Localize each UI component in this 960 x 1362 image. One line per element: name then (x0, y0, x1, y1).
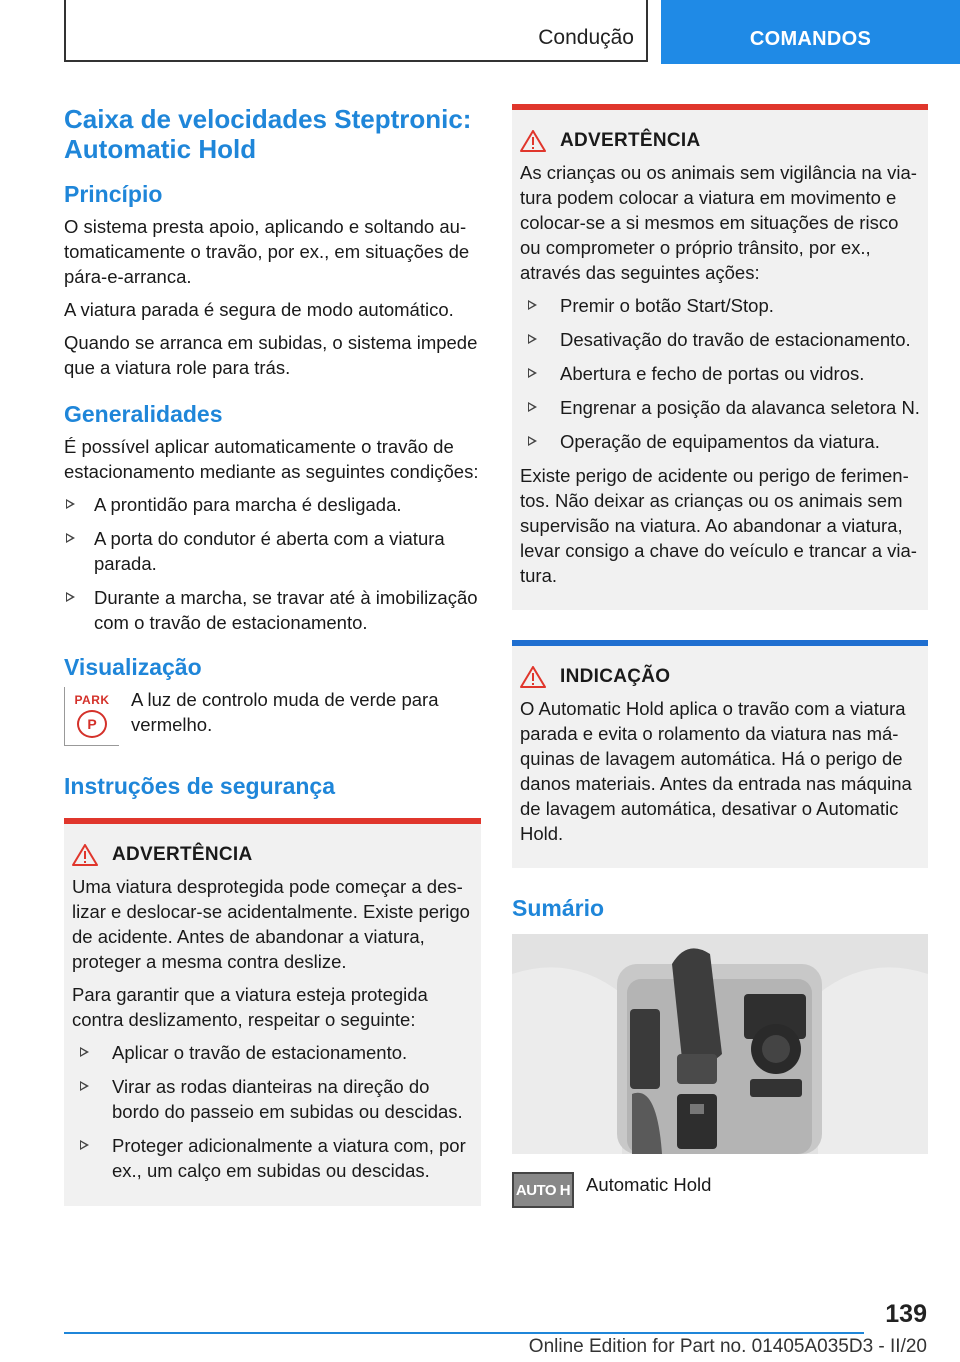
heading-principle: Princípio (64, 181, 163, 207)
list-item: Aplicar o travão de estacionamento. (78, 1040, 473, 1065)
list-item: Abertura e fecho de portas ou vidros. (526, 361, 920, 386)
list-item: Operação de equipamentos da viatura. (526, 429, 920, 454)
page-title-line2: Automatic Hold (64, 134, 257, 164)
center-console-photo (512, 934, 928, 1154)
heading-general: Generalidades (64, 401, 223, 427)
safety-paragraph-1: Uma viatura desprotegida pode começar a deslizar e deslocar-se acidentalmente. Existe perigo de acidente. Antes de abandonar a viatura, proteger a mesma contra deslize. (72, 876, 470, 972)
warning-header (72, 844, 473, 866)
heading-summary: Sumário (512, 895, 605, 921)
principle-paragraph-1: O sistema presta apoio, aplicando e soltando automaticamente o travão, por ex., em situações de pára-e-arranca. (64, 216, 470, 287)
warning-title: ADVERTÊNCIA (560, 130, 701, 151)
auto-hold-caption: Automatic Hold (586, 1174, 712, 1195)
header-section-title: Condução (538, 26, 634, 49)
header-section-box (64, 0, 648, 62)
list-item: Durante a marcha, se travar até à imobilização com o travão de estacionamento. (64, 585, 481, 635)
list-item: Premir o botão Start/Stop. (526, 293, 920, 318)
footer-edition: Online Edition for Part no. 01405A035D3 - II/20 (528, 1336, 927, 1357)
auto-hold-button-icon: AUTO H (512, 1172, 574, 1208)
safety-paragraph-2: Para garantir que a viatura esteja protegida contra deslizamento, respeitar o seguinte: (72, 984, 428, 1030)
triangle-bullet-icon (80, 1140, 89, 1150)
heading-display: Visualização (64, 654, 202, 680)
heading-safety: Instruções de segurança (64, 773, 335, 799)
warning-triangle-icon (520, 130, 546, 152)
list-item: Virar as rodas dianteiras na direção do bordo do passeio em subidas ou descidas. (78, 1074, 473, 1124)
safety-steps-list (72, 1040, 473, 1183)
triangle-bullet-icon (528, 300, 537, 310)
triangle-bullet-icon (528, 334, 537, 344)
note-header (520, 666, 920, 688)
page-title-line1: Caixa de velocidades Steptronic: (64, 104, 472, 134)
warning-header (520, 130, 920, 152)
principle-paragraph-2: A viatura parada é segura de modo automático. (64, 299, 454, 320)
triangle-bullet-icon (528, 368, 537, 378)
note-box (512, 640, 928, 868)
list-item: A prontidão para marcha é desligada. (64, 492, 481, 517)
note-title: INDICAÇÃO (560, 666, 671, 687)
general-intro: É possível aplicar automaticamente o travão de estacionamento mediante as seguintes condições: (64, 436, 479, 482)
principle-paragraph-3: Quando se arranca em subidas, o sistema impede que a viatura role para trás. (64, 332, 478, 378)
warning-paragraph-1: As crianças ou os animais sem vigilância na viatura podem colocar a viatura em movimento e colocar-se a si mesmos em situações de risco ou comprometer o próprio trânsito, por ex., através das seguintes ações: (520, 162, 917, 283)
list-item: Proteger adicionalmente a viatura com, por ex., um calço em subidas ou descidas. (78, 1133, 473, 1183)
note-paragraph: O Automatic Hold aplica o travão com a viatura parada e evita o rolamento da viatura nas máquinas de lavagem automática. Há o perigo de danos materiais. Antes da entrada nas máquina de lavagem automática, desativar o Automatic Hold. (520, 698, 912, 844)
park-indicator-word: PARK (74, 693, 110, 707)
triangle-bullet-icon (80, 1047, 89, 1057)
display-text: A luz de controlo muda de verde para vermelho. (131, 689, 439, 735)
list-item: A porta do condutor é aberta com a viatura parada. (64, 526, 481, 576)
footer-divider (64, 1332, 864, 1334)
header-chapter-tab[interactable]: COMANDOS (661, 0, 960, 64)
safety-warning-box (64, 818, 481, 1206)
warning-actions-list (520, 293, 920, 454)
list-item: Desativação do travão de estacionamento. (526, 327, 920, 352)
park-indicator-icon (64, 687, 119, 746)
children-warning-box (512, 104, 928, 610)
triangle-bullet-icon (66, 533, 75, 543)
auto-hold-legend-row (512, 1172, 928, 1208)
page-title (64, 104, 481, 164)
triangle-bullet-icon (66, 592, 75, 602)
warning-title: ADVERTÊNCIA (112, 844, 253, 865)
warning-paragraph-2: Existe perigo de acidente ou perigo de ferimentos. Não deixar as crianças ou os animais sem supervisão na viatura. Ao abandonar a viatura, levar consigo a chave do veículo e trancar a viatura. (520, 465, 917, 586)
warning-triangle-icon (72, 844, 98, 866)
park-indicator-symbol: P (77, 710, 107, 738)
triangle-bullet-icon (66, 499, 75, 509)
center-console-illustration (512, 934, 928, 1154)
triangle-bullet-icon (80, 1081, 89, 1091)
page-number: 139 (885, 1300, 927, 1328)
warning-triangle-icon (520, 666, 546, 688)
triangle-bullet-icon (528, 436, 537, 446)
left-column (64, 104, 481, 1206)
display-indicator-row (64, 687, 481, 746)
general-conditions-list (64, 492, 481, 635)
triangle-bullet-icon (528, 402, 537, 412)
list-item: Engrenar a posição da alavanca seletora N. (526, 395, 920, 420)
right-column (512, 104, 928, 1208)
